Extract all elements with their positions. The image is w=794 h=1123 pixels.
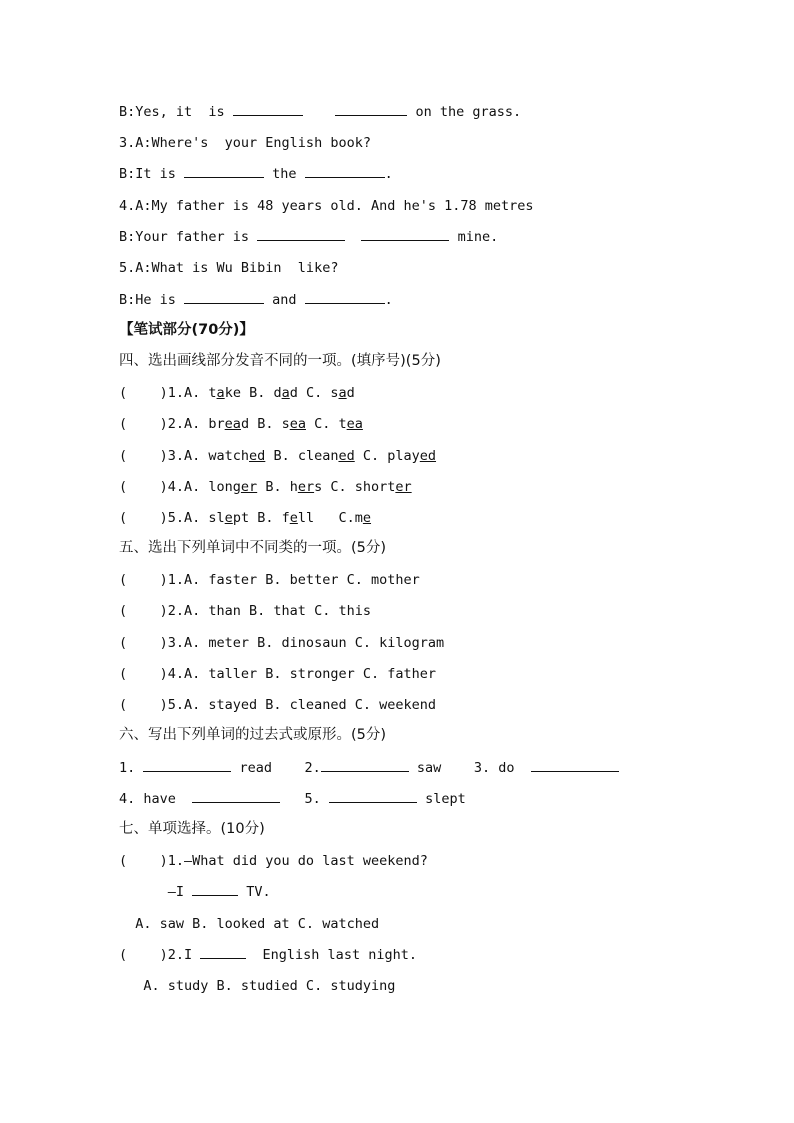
underlined-sound: ed (419, 448, 437, 464)
section4-title: 四、选出画线部分发音不同的一项。(填序号)(5分) (119, 353, 441, 369)
section7-q1-answer (119, 881, 271, 903)
text: the (264, 166, 305, 182)
text: d B. s (240, 416, 290, 432)
text: 5. (280, 791, 329, 807)
underlined-sound: ea (289, 416, 306, 432)
section4-q2 (119, 413, 363, 435)
dialogue-line-2: 3.A:Where's your English book? (119, 135, 371, 151)
dialogue-line-5 (119, 226, 498, 248)
section5-q3: ( )3.A. meter B. dinosaun C. kilogram (119, 635, 445, 651)
answer-blank[interactable] (531, 757, 619, 772)
section5-q4: ( )4.A. taller B. stronger C. father (119, 666, 436, 682)
text: mine. (449, 229, 499, 245)
text: TV. (238, 884, 271, 900)
section5-q5: ( )5.A. stayed B. cleaned C. weekend (119, 697, 436, 713)
text: saw 3. do (408, 760, 531, 776)
dialogue-line-7 (119, 289, 393, 311)
text: B:It is (119, 166, 185, 182)
text: B. h (257, 479, 298, 495)
underlined-sound: a (216, 385, 225, 401)
section7-title: 七、单项选择。(10分) (119, 821, 265, 837)
text: ( )1.A. t (119, 385, 217, 401)
text: . (384, 166, 393, 182)
underlined-sound: ea (346, 416, 363, 432)
underlined-sound: ea (224, 416, 241, 432)
dialogue-line-4: 4.A:My father is 48 years old. And he's 1.78 metres (119, 198, 534, 214)
section7-q1: ( )1.—What did you do last weekend? (119, 853, 428, 869)
text: 4. have (119, 791, 193, 807)
dialogue-line-6: 5.A:What is Wu Bibin like? (119, 260, 339, 276)
answer-blank[interactable] (335, 101, 407, 116)
text: ( )2.A. br (119, 416, 225, 432)
text: B:Yes, it is (119, 104, 233, 120)
underlined-sound: e (224, 510, 233, 526)
text: ( )2.I (119, 947, 201, 963)
section5-q2: ( )2.A. than B. that C. this (119, 603, 371, 619)
dialogue-line-3 (119, 163, 393, 185)
answer-blank[interactable] (257, 226, 345, 241)
section5-q1: ( )1.A. faster B. better C. mother (119, 572, 420, 588)
text: C. t (305, 416, 347, 432)
text: . (384, 292, 393, 308)
section7-q2-options: A. study B. studied C. studying (119, 978, 396, 994)
text: B. clean (265, 448, 339, 464)
text: B:Your father is (119, 229, 258, 245)
text: 1. (119, 760, 144, 776)
underlined-sound: er (240, 479, 258, 495)
underlined-sound: ed (249, 448, 266, 464)
underlined-sound: a (338, 385, 347, 401)
underlined-sound: a (281, 385, 290, 401)
answer-blank[interactable] (321, 757, 409, 772)
answer-blank[interactable] (184, 289, 264, 304)
underlined-sound: ed (338, 448, 355, 464)
section7-q2 (119, 944, 417, 966)
text: d (346, 385, 355, 401)
answer-blank[interactable] (143, 757, 231, 772)
section4-q3 (119, 445, 436, 467)
answer-blank[interactable] (233, 101, 303, 116)
section4-q1 (119, 382, 355, 404)
underlined-sound: e (362, 510, 372, 526)
text: s C. short (314, 479, 396, 495)
underlined-sound: er (395, 479, 412, 495)
text: ke B. d (224, 385, 282, 401)
underlined-sound: e (289, 510, 298, 526)
answer-blank[interactable] (361, 226, 449, 241)
text: ( )5.A. sl (119, 510, 225, 526)
text: and (264, 292, 305, 308)
text: C. play (354, 448, 420, 464)
text: pt B. f (232, 510, 290, 526)
text: read 2. (231, 760, 321, 776)
text: ll C.m (297, 510, 363, 526)
section5-title: 五、选出下列单词中不同类的一项。(5分) (119, 540, 387, 556)
text: ( )4.A. long (119, 479, 241, 495)
section6-title: 六、写出下列单词的过去式或原形。(5分) (119, 727, 387, 743)
text: English last night. (246, 947, 417, 963)
underlined-sound: er (297, 479, 315, 495)
text: ( )3.A. watch (119, 448, 250, 464)
text: on the grass. (407, 104, 522, 120)
text: slept (416, 791, 466, 807)
section6-row-2 (119, 788, 466, 810)
written-part-heading: 【笔试部分(70分)】 (119, 322, 254, 338)
answer-blank[interactable] (329, 788, 417, 803)
section6-row-1 (119, 757, 619, 779)
answer-blank[interactable] (200, 944, 246, 959)
section7-q1-options: A. saw B. looked at C. watched (119, 916, 380, 932)
section4-q5 (119, 507, 371, 529)
answer-blank[interactable] (192, 788, 280, 803)
answer-blank[interactable] (184, 163, 264, 178)
section4-q4 (119, 476, 412, 498)
answer-blank[interactable] (305, 289, 385, 304)
text: B:He is (119, 292, 185, 308)
text: —I (119, 884, 193, 900)
answer-blank[interactable] (305, 163, 385, 178)
dialogue-line-1 (119, 101, 521, 123)
answer-blank[interactable] (192, 881, 238, 896)
text: d C. s (289, 385, 339, 401)
